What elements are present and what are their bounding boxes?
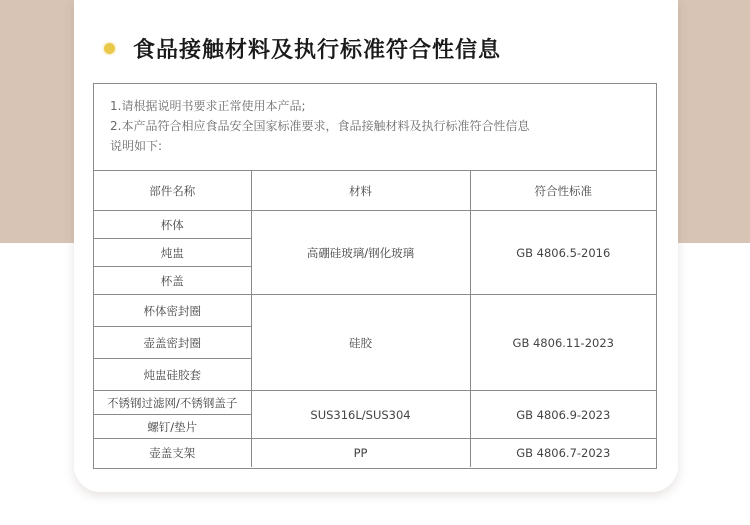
material-cell: PP [251,439,470,467]
part-name-cell: 杯体 [94,211,251,239]
part-name-cell: 壶盖密封圈 [94,327,251,359]
standard-cell: GB 4806.7-2023 [470,439,656,467]
part-name-cell: 螺钉/垫片 [94,415,251,439]
note-line: 说明如下: [110,139,163,153]
part-name-cell: 杯体密封圈 [94,295,251,327]
usage-notes [94,84,656,170]
column-header-material: 材料 [251,171,470,211]
page-title: 食品接触材料及执行标准符合性信息 [133,37,502,63]
table-row [94,391,656,415]
info-frame [93,83,657,469]
note-line: 2.本产品符合相应食品安全国家标准要求，食品接触材料及执行标准符合性信息 [110,119,530,133]
section-heading [104,30,501,66]
part-name-cell: 炖盅 [94,239,251,267]
material-cell: 高硼硅玻璃/钢化玻璃 [251,211,470,295]
table-row [94,211,656,239]
column-header-part: 部件名称 [94,171,251,211]
part-name-cell: 不锈钢过滤网/不锈钢盖子 [94,391,251,415]
material-cell: SUS316L/SUS304 [251,391,470,439]
standard-cell: GB 4806.9-2023 [470,391,656,439]
part-name-cell: 壶盖支架 [94,439,251,467]
standard-cell: GB 4806.5-2016 [470,211,656,295]
compliance-table [94,170,656,467]
column-header-standard: 符合性标准 [470,171,656,211]
standard-cell: GB 4806.11-2023 [470,295,656,391]
part-name-cell: 杯盖 [94,267,251,295]
material-cell: 硅胶 [251,295,470,391]
table-row [94,295,656,327]
table-header-row [94,171,656,211]
bullet-dot-icon [104,43,115,54]
table-row [94,439,656,467]
info-card [74,0,678,492]
note-line: 1.请根据说明书要求正常使用本产品; [110,99,306,113]
part-name-cell: 炖盅硅胶套 [94,359,251,391]
